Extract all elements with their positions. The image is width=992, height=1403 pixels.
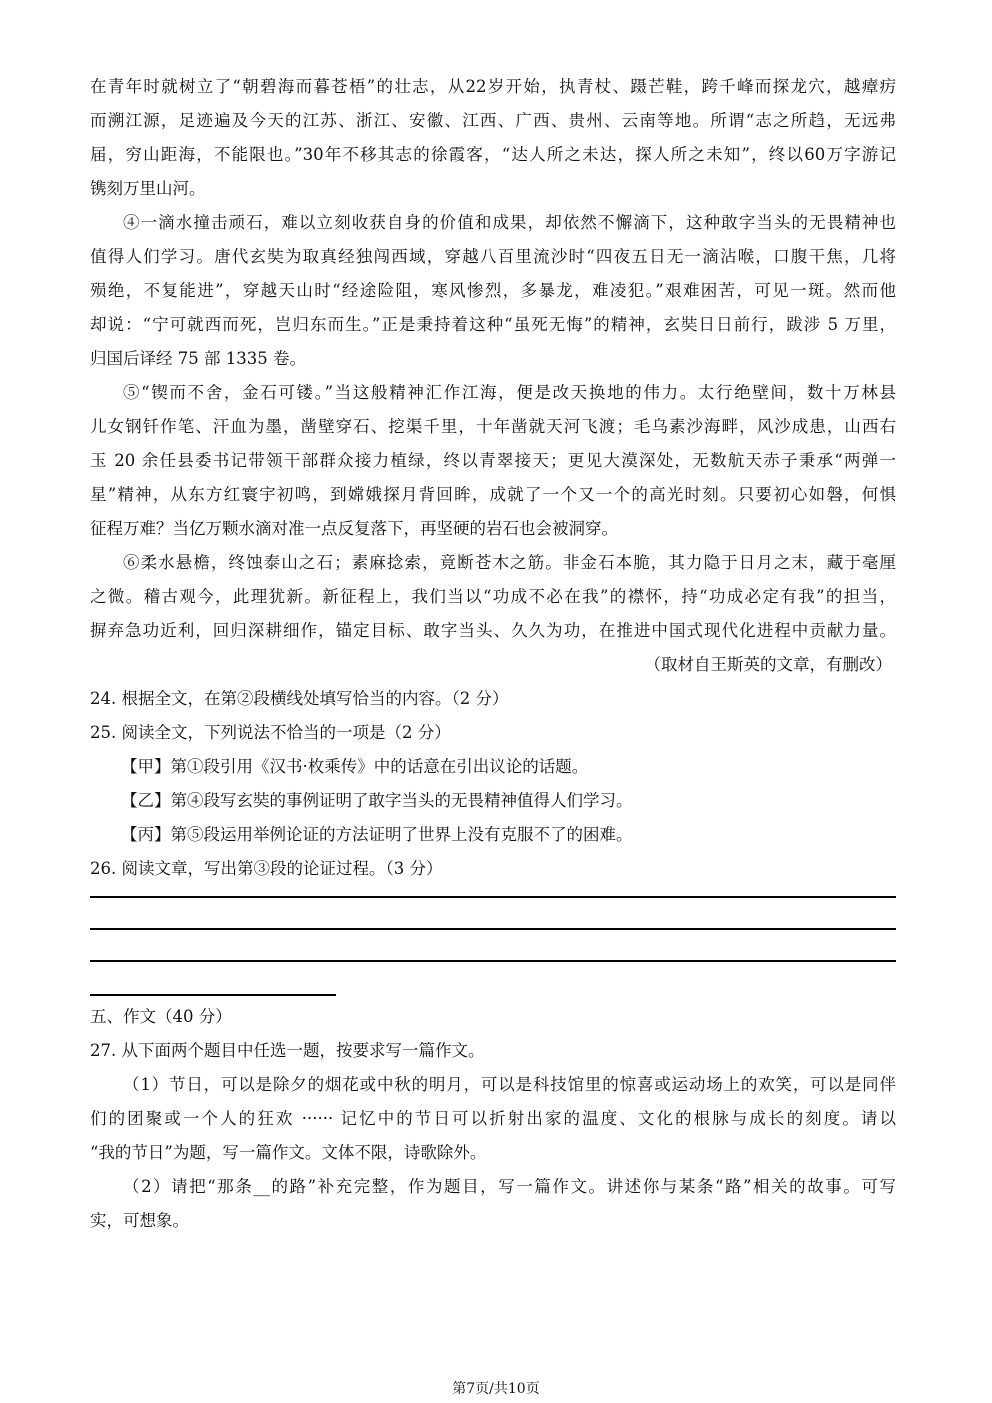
text-line: 届，穷山距海，不能限也。”30年不移其志的徐霞客，“达人所之未达，探人所之未知”，终以60万字游记 xyxy=(90,145,896,164)
text-line: 殒绝，不复能进”，穿越天山时“经途险阻，寒风惨烈，多暴龙，难凌犯。”艰难困苦，可见一斑。然而他 xyxy=(90,281,896,300)
question-27: 27. 从下面两个题目中任选一题，按要求写一篇作文。 xyxy=(90,1041,485,1060)
answer-line xyxy=(90,960,896,962)
text-line: 玉 20 余任县委书记带领干部群众接力植绿，终以青翠接天；更见大漠深处，无数航天赤子秉承“两弹一 xyxy=(90,451,896,470)
text-line: 在青年时就树立了“朝碧海而暮苍梧”的壮志，从22岁开始，执青杖、蹑芒鞋，跨千峰而探龙穴，越瘴疠 xyxy=(90,77,896,96)
text-line: （2）请把“那条__的路”补充完整，作为题目，写一篇作文。讲述你与某条“路”相关的故事。可写 xyxy=(123,1177,896,1196)
text-line: 儿女钢钎作笔、汗血为墨，凿壁穿石、挖渠千里，十年凿就天河飞渡；毛乌素沙海畔，风沙成患，山西右 xyxy=(90,417,896,436)
answer-line xyxy=(90,896,896,898)
text-line: 们的团聚或一个人的狂欢 ······ 记忆中的节日可以折射出家的温度、文化的根脉与成长的刻度。请以 xyxy=(90,1109,896,1128)
text-line: 而溯江源，足迹遍及今天的江苏、浙江、安徽、江西、广西、贵州、云南等地。所谓“志之所趋，无远弗 xyxy=(90,111,896,130)
essay-option-1 xyxy=(90,1068,896,1170)
answer-line xyxy=(90,928,896,930)
text-line: 之微。稽古观今，此理犹新。新征程上，我们当以“功成不必在我”的襟怀，持“功成必定有我”的担当， xyxy=(90,587,896,606)
text-line: ⑤“锲而不舍，金石可镂。”当这般精神汇作江海，便是改天换地的伟力。太行绝壁间，数十万林县 xyxy=(123,383,896,402)
text-line: 征程万难？当亿万颗水滴对准一点反复落下，再坚硬的岩石也会被洞穿。 xyxy=(90,519,618,538)
text-line: “我的节日”为题，写一篇作文。文体不限，诗歌除外。 xyxy=(90,1143,487,1162)
text-line: 实，可想象。 xyxy=(90,1211,189,1230)
section-heading: 五、作文（40 分） xyxy=(90,1007,232,1026)
source-note: （取材自王斯英的文章，有删改） xyxy=(644,655,892,674)
text-line: ⑥柔水悬檐，终蚀泰山之石；素麻捻索，竟断苍木之筋。非金石本脆，其力隐于日月之末，藏于毫厘 xyxy=(123,553,896,572)
answer-line xyxy=(90,994,336,996)
text-line: 归国后译经 75 部 1335 卷。 xyxy=(90,349,306,368)
text-line: ④一滴水撞击顽石，难以立刻收获自身的价值和成果，却依然不懈滴下，这种敢字当头的无畏精神也 xyxy=(123,213,896,232)
text-line: （1）节日，可以是除夕的烟花或中秋的明月，可以是科技馆里的惊喜或运动场上的欢笑，可以是同伴 xyxy=(123,1075,896,1094)
question-24: 24. 根据全文，在第②段横线处填写恰当的内容。（2 分） xyxy=(90,689,509,708)
answer-area[interactable] xyxy=(90,890,896,1000)
page-number: 第7页/共10页 xyxy=(452,1381,540,1397)
question-25-option-b: 【乙】第④段写玄奘的事例证明了敢字当头的无畏精神值得人们学习。 xyxy=(121,791,633,810)
exam-page xyxy=(90,70,896,1238)
question-26: 26. 阅读文章，写出第③段的论证过程。（3 分） xyxy=(90,859,443,878)
paragraph-4 xyxy=(90,206,896,376)
question-25-option-a: 【甲】第①段引用《汉书·枚乘传》中的话意在引出议论的话题。 xyxy=(121,757,589,776)
question-25: 25. 阅读全文，下列说法不恰当的一项是（2 分） xyxy=(90,723,451,742)
paragraph-6 xyxy=(90,546,896,648)
text-line: 镌刻万里山河。 xyxy=(90,179,206,198)
text-line: 却说：“宁可就西而死，岂归东而生。”正是秉持着这种“虽死无悔”的精神，玄奘日日前行，跋涉 5 万里， xyxy=(90,315,896,334)
question-25-option-c: 【丙】第⑤段运用举例论证的方法证明了世界上没有克服不了的困难。 xyxy=(121,825,633,844)
essay-option-2 xyxy=(90,1170,896,1238)
text-line: 摒弃急功近利，回归深耕细作，锚定目标、敢字当头、久久为功，在推进中国式现代化进程中贡献力量。 xyxy=(90,621,896,640)
paragraph-3-continuation xyxy=(90,70,896,206)
text-line: 星”精神，从东方红寰宇初鸣，到嫦娥探月背回眸，成就了一个又一个的高光时刻。只要初心如磐，何惧 xyxy=(90,485,896,504)
text-line: 值得人们学习。唐代玄奘为取真经独闯西域，穿越八百里流沙时“四夜五日无一滴沾喉，口腹干焦，几将 xyxy=(90,247,896,266)
paragraph-5 xyxy=(90,376,896,546)
